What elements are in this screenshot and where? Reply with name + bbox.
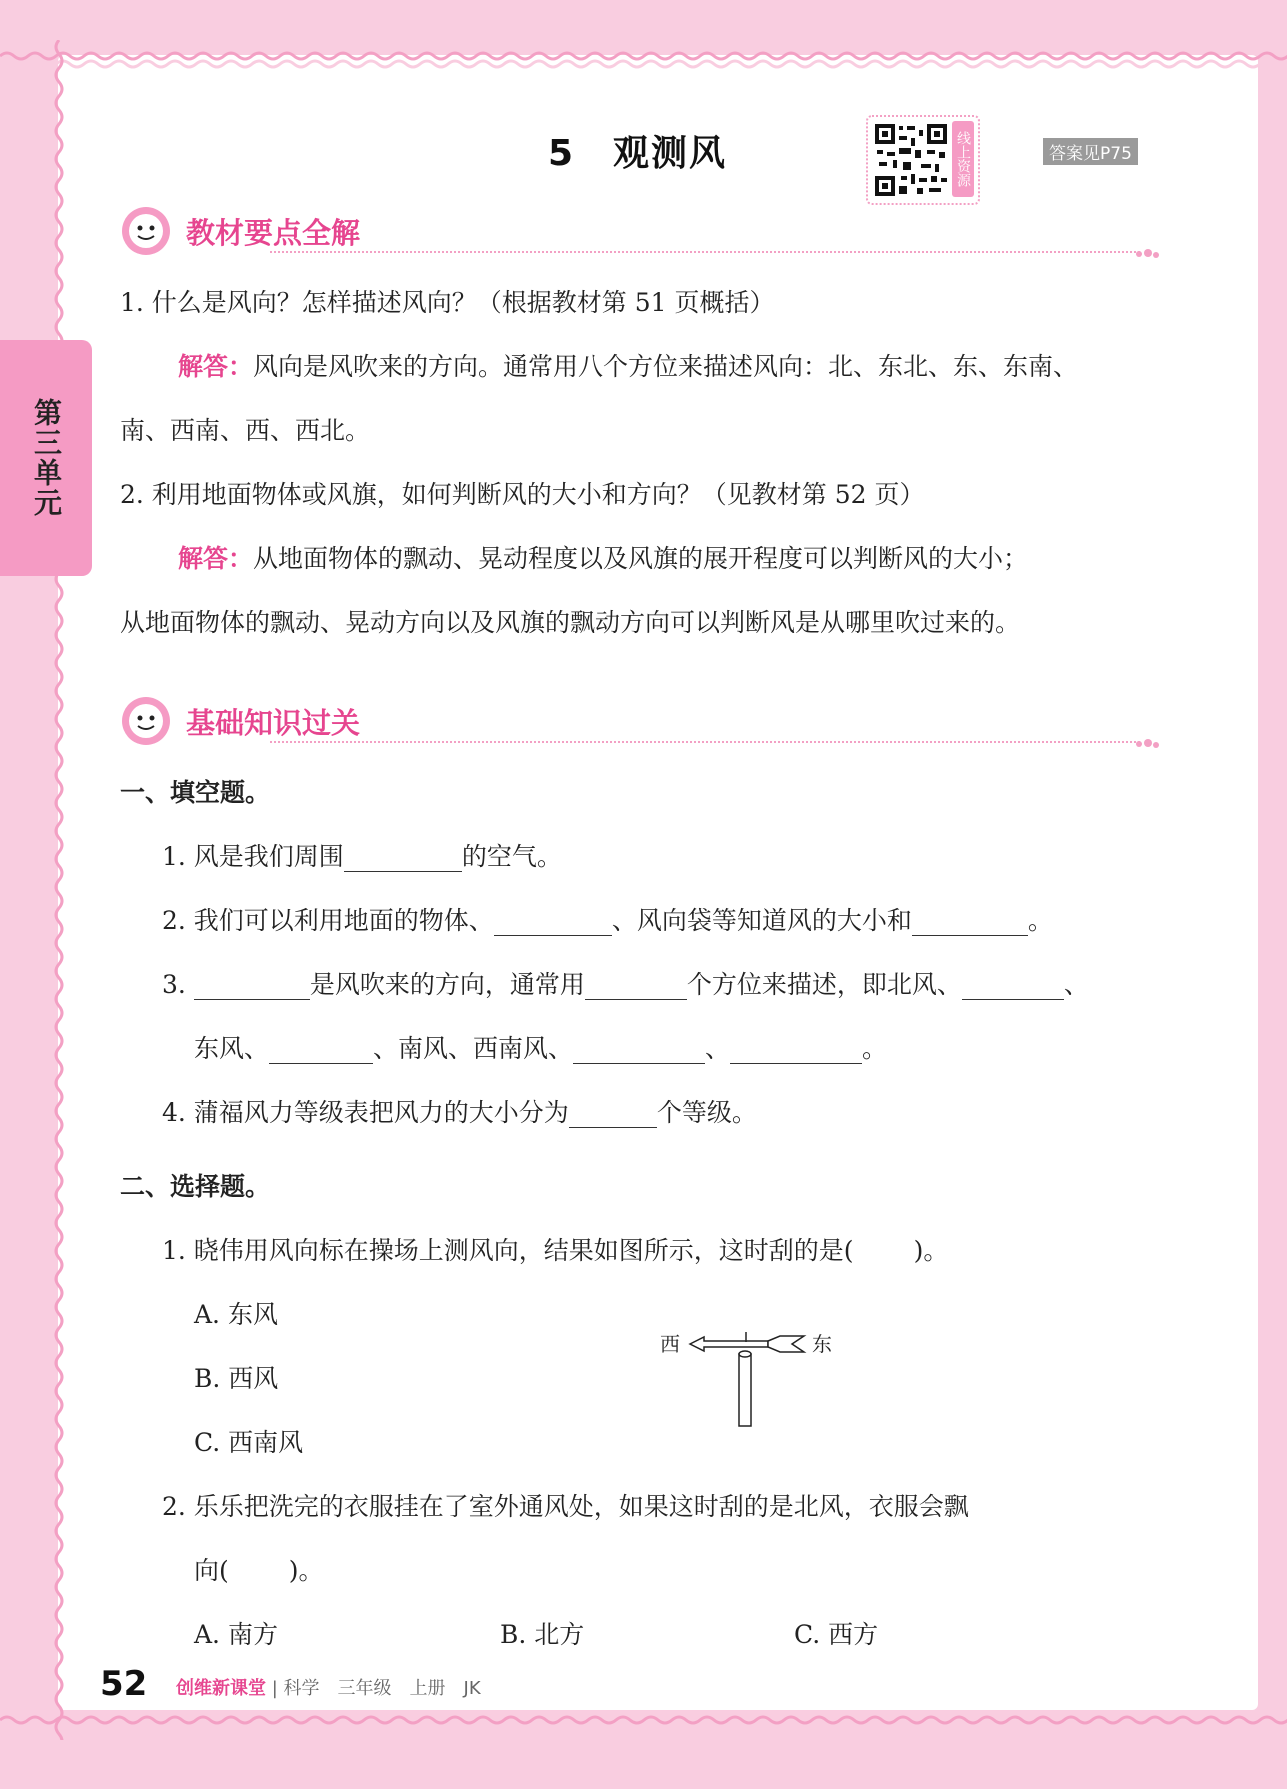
section-divider [270,251,1140,253]
fill-question-3-line-2: 东风、 、南风、西南风、 、 。 [194,1034,888,1063]
answer-blank[interactable] [730,1037,862,1064]
page-number: 52 [100,1664,148,1704]
question-1: 1. 什么是风向？怎样描述风向？（根据教材第 51 页概括） [120,288,775,317]
fill-question-4: 4. 蒲福风力等级表把风力的大小分为 个等级。 [162,1098,757,1127]
qr-label: 线上资源 [952,121,974,197]
fill-question-2: 2. 我们可以利用地面的物体、 、风向袋等知道风的大小和 。 [162,906,1053,935]
wind-vane-figure [650,1318,840,1428]
answer-1-line-2: 南、西南、西、西北。 [120,416,371,445]
section-heading-key-points [120,205,1160,255]
answer-blank[interactable] [573,1037,705,1064]
section-heading-label: 基础知识过关 [186,706,361,740]
option-b[interactable]: B. 西风 [194,1364,279,1393]
question-2: 2. 利用地面物体或风旗，如何判断风的大小和方向？（见教材第 52 页） [120,480,925,509]
answer-blank[interactable] [494,909,612,936]
footer-brand: 创维新课堂 | 科学 三年级 上册 JK [176,1678,481,1699]
unit-tab-label: 第三单元 [30,398,63,518]
qr-code-icon [873,122,949,198]
answer-blank[interactable] [569,1101,657,1128]
answer-label: 解答： [178,352,254,381]
unit-tab [0,340,92,576]
decorative-dots-icon [1134,247,1160,261]
mascot-icon [120,695,172,747]
answer-2-line-2: 从地面物体的飘动、晃动方向以及风旗的飘动方向可以判断风是从哪里吹过来的。 [120,608,1021,637]
answer-blank[interactable] [194,973,310,1000]
answer-reference-badge[interactable]: 答案见P75 [1043,138,1138,165]
option-a[interactable]: A. 南方 [194,1620,278,1649]
answer-2-line-1: 解答：从地面物体的飘动、晃动程度以及风旗的展开程度可以判断风的大小； [178,544,1029,573]
page-title: 5 观测风 [548,133,728,174]
answer-blank[interactable] [912,909,1028,936]
book-info: 科学 三年级 上册 JK [283,1678,481,1699]
answer-blank[interactable] [269,1037,373,1064]
fill-in-title: 一、填空题。 [120,778,271,807]
option-c[interactable]: C. 西方 [794,1620,879,1649]
vane-west-label: 西 [660,1332,680,1356]
answer-blank[interactable] [962,973,1064,1000]
choice-question-2-line-2: 向( )。 [194,1556,324,1585]
section-heading-basics [120,695,1160,745]
vane-east-label: 东 [812,1332,832,1356]
wind-vane-icon [690,1332,804,1426]
decorative-dots-icon [1134,737,1160,751]
fill-question-3-line-1: 3. 是风吹来的方向，通常用 个方位来描述，即北风、 、 [162,970,1089,999]
answer-1-line-1: 解答：风向是风吹来的方向。通常用八个方位来描述风向：北、东北、东、东南、 [178,352,1079,381]
choice-question-1: 1. 晓伟用风向标在操场上测风向，结果如图所示，这时刮的是( )。 [162,1236,949,1265]
mascot-icon [120,205,172,257]
section-divider [270,741,1140,743]
option-b[interactable]: B. 北方 [500,1620,585,1649]
answer-blank[interactable] [585,973,687,1000]
qr-code-box[interactable] [866,115,980,205]
choice-title: 二、选择题。 [120,1172,271,1201]
fill-question-1: 1. 风是我们周围 的空气。 [162,842,562,871]
answer-label: 解答： [178,544,254,573]
option-a[interactable]: A. 东风 [194,1300,278,1329]
option-c[interactable]: C. 西南风 [194,1428,304,1457]
answer-blank[interactable] [344,845,462,872]
brand-name: 创维新课堂 [176,1678,266,1699]
choice-question-2-line-1: 2. 乐乐把洗完的衣服挂在了室外通风处，如果这时刮的是北风，衣服会飘 [162,1492,969,1521]
section-heading-label: 教材要点全解 [186,216,361,250]
